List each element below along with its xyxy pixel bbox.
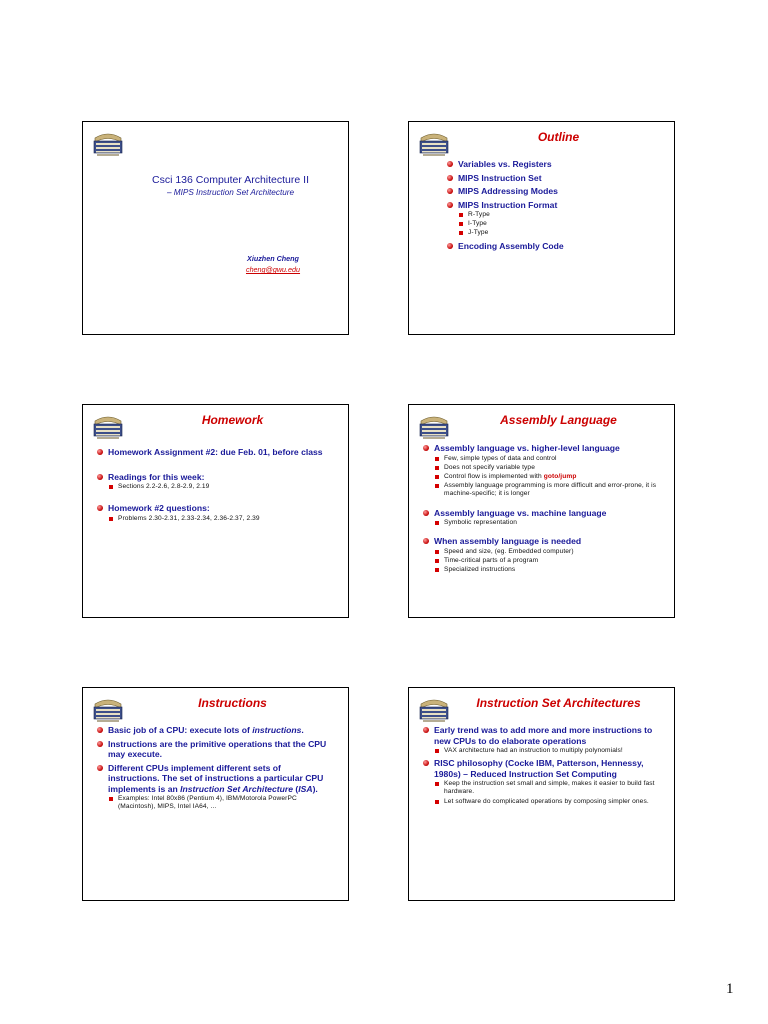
square-bullet-icon [435,466,439,470]
assembly-subitem: Few, simple types of data and control [435,455,666,463]
outline-item: Variables vs. Registers [447,159,666,170]
bullet-icon [447,202,453,208]
bullet-icon [97,765,103,771]
slide-heading: Instruction Set Architectures [476,696,641,710]
assembly-item: Assembly language vs. higher-level language [423,443,666,454]
bullet-icon [97,505,103,511]
isa-subitem: Let software do complicated operations by composing simpler ones. [435,798,666,806]
bullet-icon [423,510,429,516]
slide-homework [82,404,349,618]
bullet-icon [97,741,103,747]
square-bullet-icon [435,568,439,572]
assembly-item: Assembly language vs. machine language [423,508,666,519]
square-bullet-icon [435,475,439,479]
outline-subitem: R-Type [459,211,666,219]
slide-title [82,121,349,335]
square-bullet-icon [459,213,463,217]
isa-item: Early trend was to add more and more instructions to new CPUs to do elaborate operations [423,725,666,746]
slide-instructions [82,687,349,901]
isa-subitem: Keep the instruction set small and simple, makes it easier to build fast hardware. [435,780,666,796]
isa-subitem: VAX architecture had an instruction to multiply polynomials! [435,747,666,755]
square-bullet-icon [435,782,439,786]
homework-item: Homework Assignment #2: due Feb. 01, before class [97,447,340,458]
author-email[interactable]: cheng@gwu.edu [245,265,301,274]
university-logo [91,694,125,724]
slide-heading: Homework [201,413,264,427]
square-bullet-icon [109,797,113,801]
bullet-icon [447,175,453,181]
bullet-icon [423,727,429,733]
homework-subitem: Sections 2.2-2.6, 2.8-2.9, 2.19 [109,483,340,491]
square-bullet-icon [435,521,439,525]
bullet-icon [97,727,103,733]
assembly-subitem: Specialized instructions [435,566,666,574]
assembly-item: When assembly language is needed [423,536,666,547]
university-logo [417,128,451,158]
assembly-subitem: Speed and size, (eg. Embedded computer) [435,548,666,556]
square-bullet-icon [109,517,113,521]
bullet-icon [97,474,103,480]
homework-subitem: Problems 2.30-2.31, 2.33-2.34, 2.36-2.37, 2.39 [109,515,340,523]
square-bullet-icon [435,484,439,488]
bullet-icon [97,449,103,455]
university-logo [417,694,451,724]
page-number: 1 [726,981,734,997]
instructions-subitem: Examples: Intel 80x86 (Pentium 4), IBM/Motorola PowerPC (Macintosh), MIPS, Intel IA64, ... [109,795,334,811]
homework-item: Homework #2 questions: [97,503,340,514]
outline-subitem: I-Type [459,220,666,228]
assembly-subitem: Symbolic representation [435,519,666,527]
slide-assembly-language [408,404,675,618]
assembly-subitem: Does not specify variable type [435,464,666,472]
course-subtitle: – MIPS Instruction Set Architecture [166,188,295,197]
bullet-icon [447,188,453,194]
university-logo [91,411,125,441]
outline-subitem: J-Type [459,229,666,237]
square-bullet-icon [435,550,439,554]
slide-heading: Outline [537,130,580,144]
square-bullet-icon [459,222,463,226]
instructions-item: Instructions are the primitive operations that the CPU may execute. [97,739,334,760]
assembly-subitem: Time-critical parts of a program [435,557,666,565]
slide-heading: Assembly Language [500,413,617,427]
outline-item: MIPS Instruction Format [447,200,666,211]
isa-item: RISC philosophy (Cocke IBM, Patterson, Hennessy, 1980s) – Reduced Instruction Set Computing [423,758,666,779]
outline-item: Encoding Assembly Code [447,241,666,252]
outline-item: MIPS Addressing Modes [447,186,666,197]
square-bullet-icon [109,485,113,489]
bullet-icon [423,760,429,766]
bullet-icon [447,161,453,167]
instructions-item: Different CPUs implement different sets of instructions. The set of instructions a particular CPU implements is an Instruction Set Architecture (ISA). [97,763,334,795]
square-bullet-icon [435,457,439,461]
outline-item: MIPS Instruction Set [447,173,666,184]
bullet-icon [447,243,453,249]
slide-heading: Instructions [198,696,267,710]
square-bullet-icon [435,559,439,563]
course-title: Csci 136 Computer Architecture II [152,174,309,186]
square-bullet-icon [435,749,439,753]
slide-isa [408,687,675,901]
homework-item: Readings for this week: [97,472,340,483]
assembly-subitem: Control flow is implemented with goto/jump [435,473,666,481]
square-bullet-icon [435,800,439,804]
bullet-icon [423,538,429,544]
instructions-item: Basic job of a CPU: execute lots of instructions. [97,725,334,736]
assembly-subitem: Assembly language programming is more difficult and error-prone, it is machine-specific; it is longer [435,482,666,498]
university-logo [91,128,125,158]
square-bullet-icon [459,231,463,235]
slide-outline [408,121,675,335]
author-name: Xiuzhen Cheng [247,254,299,263]
bullet-icon [423,445,429,451]
